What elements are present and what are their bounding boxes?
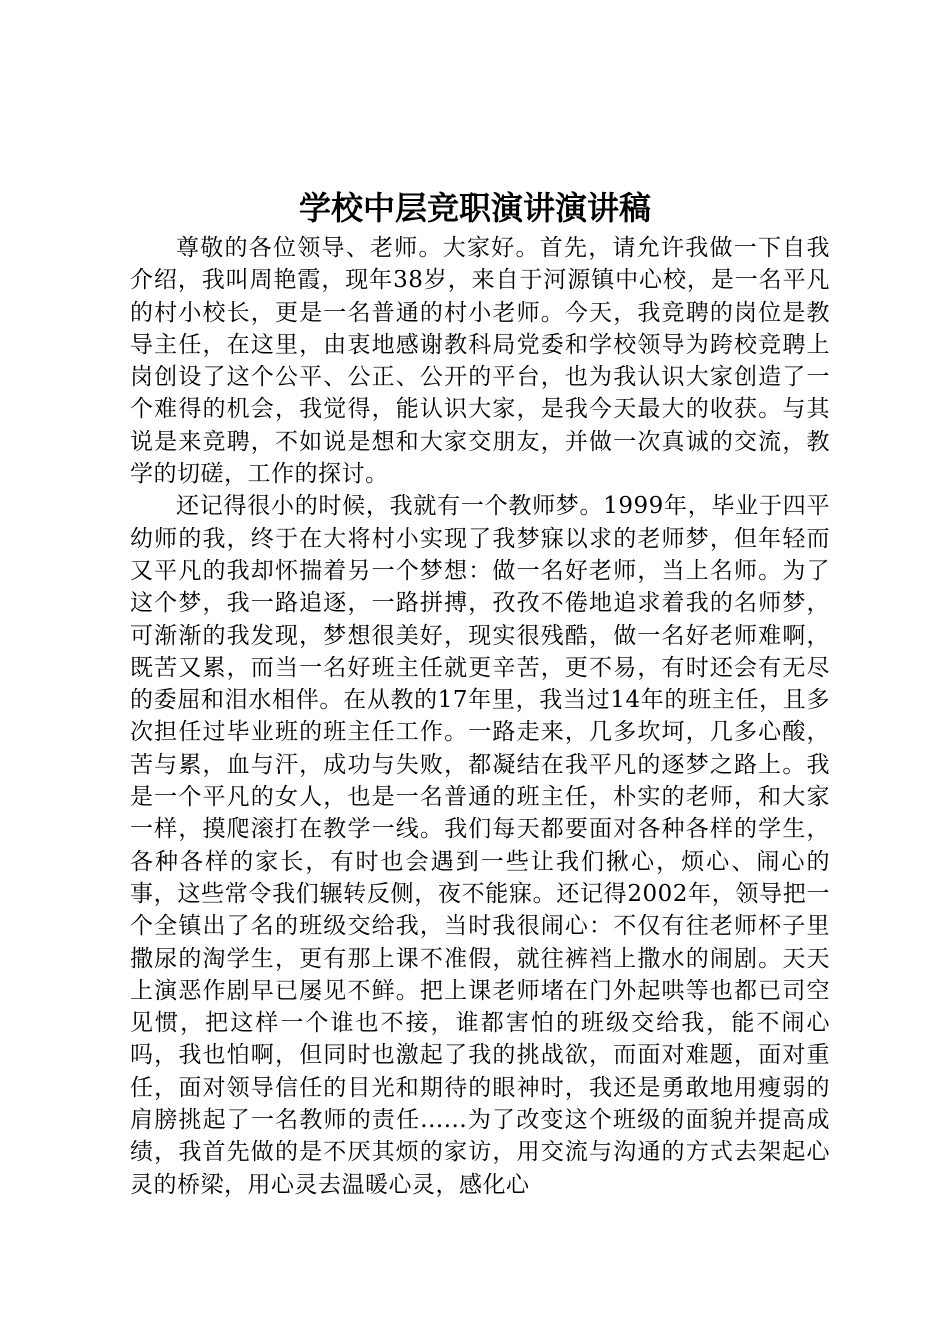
document-title: 学校中层竞职演讲演讲稿	[298, 189, 651, 227]
document-body	[130, 232, 830, 1201]
paragraph-intro: 尊敬的各位领导、老师。大家好。首先，请允许我做一下自我介绍，我叫周艳霞，现年38岁，来自于河源镇中心校，是一名平凡的村小校长，更是一名普通的村小老师。今天，我竞聘的岗位是教导主任，在这里，由衷地感谢教科局党委和学校领导为跨校竞聘上岗创设了这个公平、公正、公开的平台，也为我认识大家创造了一个难得的机会，我觉得，能认识大家，是我今天最大的收获。与其说是来竞聘，不如说是想和大家交朋友，并做一次真诚的交流，教学的切磋，工作的探讨。	[130, 235, 830, 488]
paragraph-story: 还记得很小的时候，我就有一个教师梦。1999年，毕业于四平幼师的我，终于在大将村小实现了我梦寐以求的老师梦，但年轻而又平凡的我却怀揣着另一个梦想：做一名好老师，当上名师。为了这个梦，我一路追逐，一路拼搏，孜孜不倦地追求着我的名师梦，可渐渐的我发现，梦想很美好，现实很残酷，做一名好老师难啊，既苦又累，而当一名好班主任就更辛苦，更不易，有时还会有无尽的委屈和泪水相伴。在从教的17年里，我当过14年的班主任，且多次担任过毕业班的班主任工作。一路走来，几多坎坷，几多心酸，苦与累，血与汗，成功与失败，都凝结在我平凡的逐梦之路上。我是一个平凡的女人，也是一名普通的班主任，朴实的老师，和大家一样，摸爬滚打在教学一线。我们每天都要面对各种各样的学生，各种各样的家长，有时也会遇到一些让我们揪心，烦心、闹心的事，这些常令我们辗转反侧，夜不能寐。还记得2002年，领导把一个全镇出了名的班级交给我，当时我很闹心：不仅有往老师杯子里撒尿的淘学生，更有那上课不准假，就往裤裆上撒水的闹剧。天天上演恶作剧早已屡见不鲜。把上课老师堵在门外起哄等也都已司空见惯，把这样一个谁也不接，谁都害怕的班级交给我，能不闹心吗，我也怕啊，但同时也激起了我的挑战欲，而面对难题，面对重任，面对领导信任的目光和期待的眼神时，我还是勇敢地用瘦弱的肩膀挑起了一名教师的责任......为了改变这个班级的面貌并提高成绩，我首先做的是不厌其烦的家访，用交流与沟通的方式去架起心灵的桥梁，用心灵去温暖心灵，感化心	[130, 493, 830, 1198]
